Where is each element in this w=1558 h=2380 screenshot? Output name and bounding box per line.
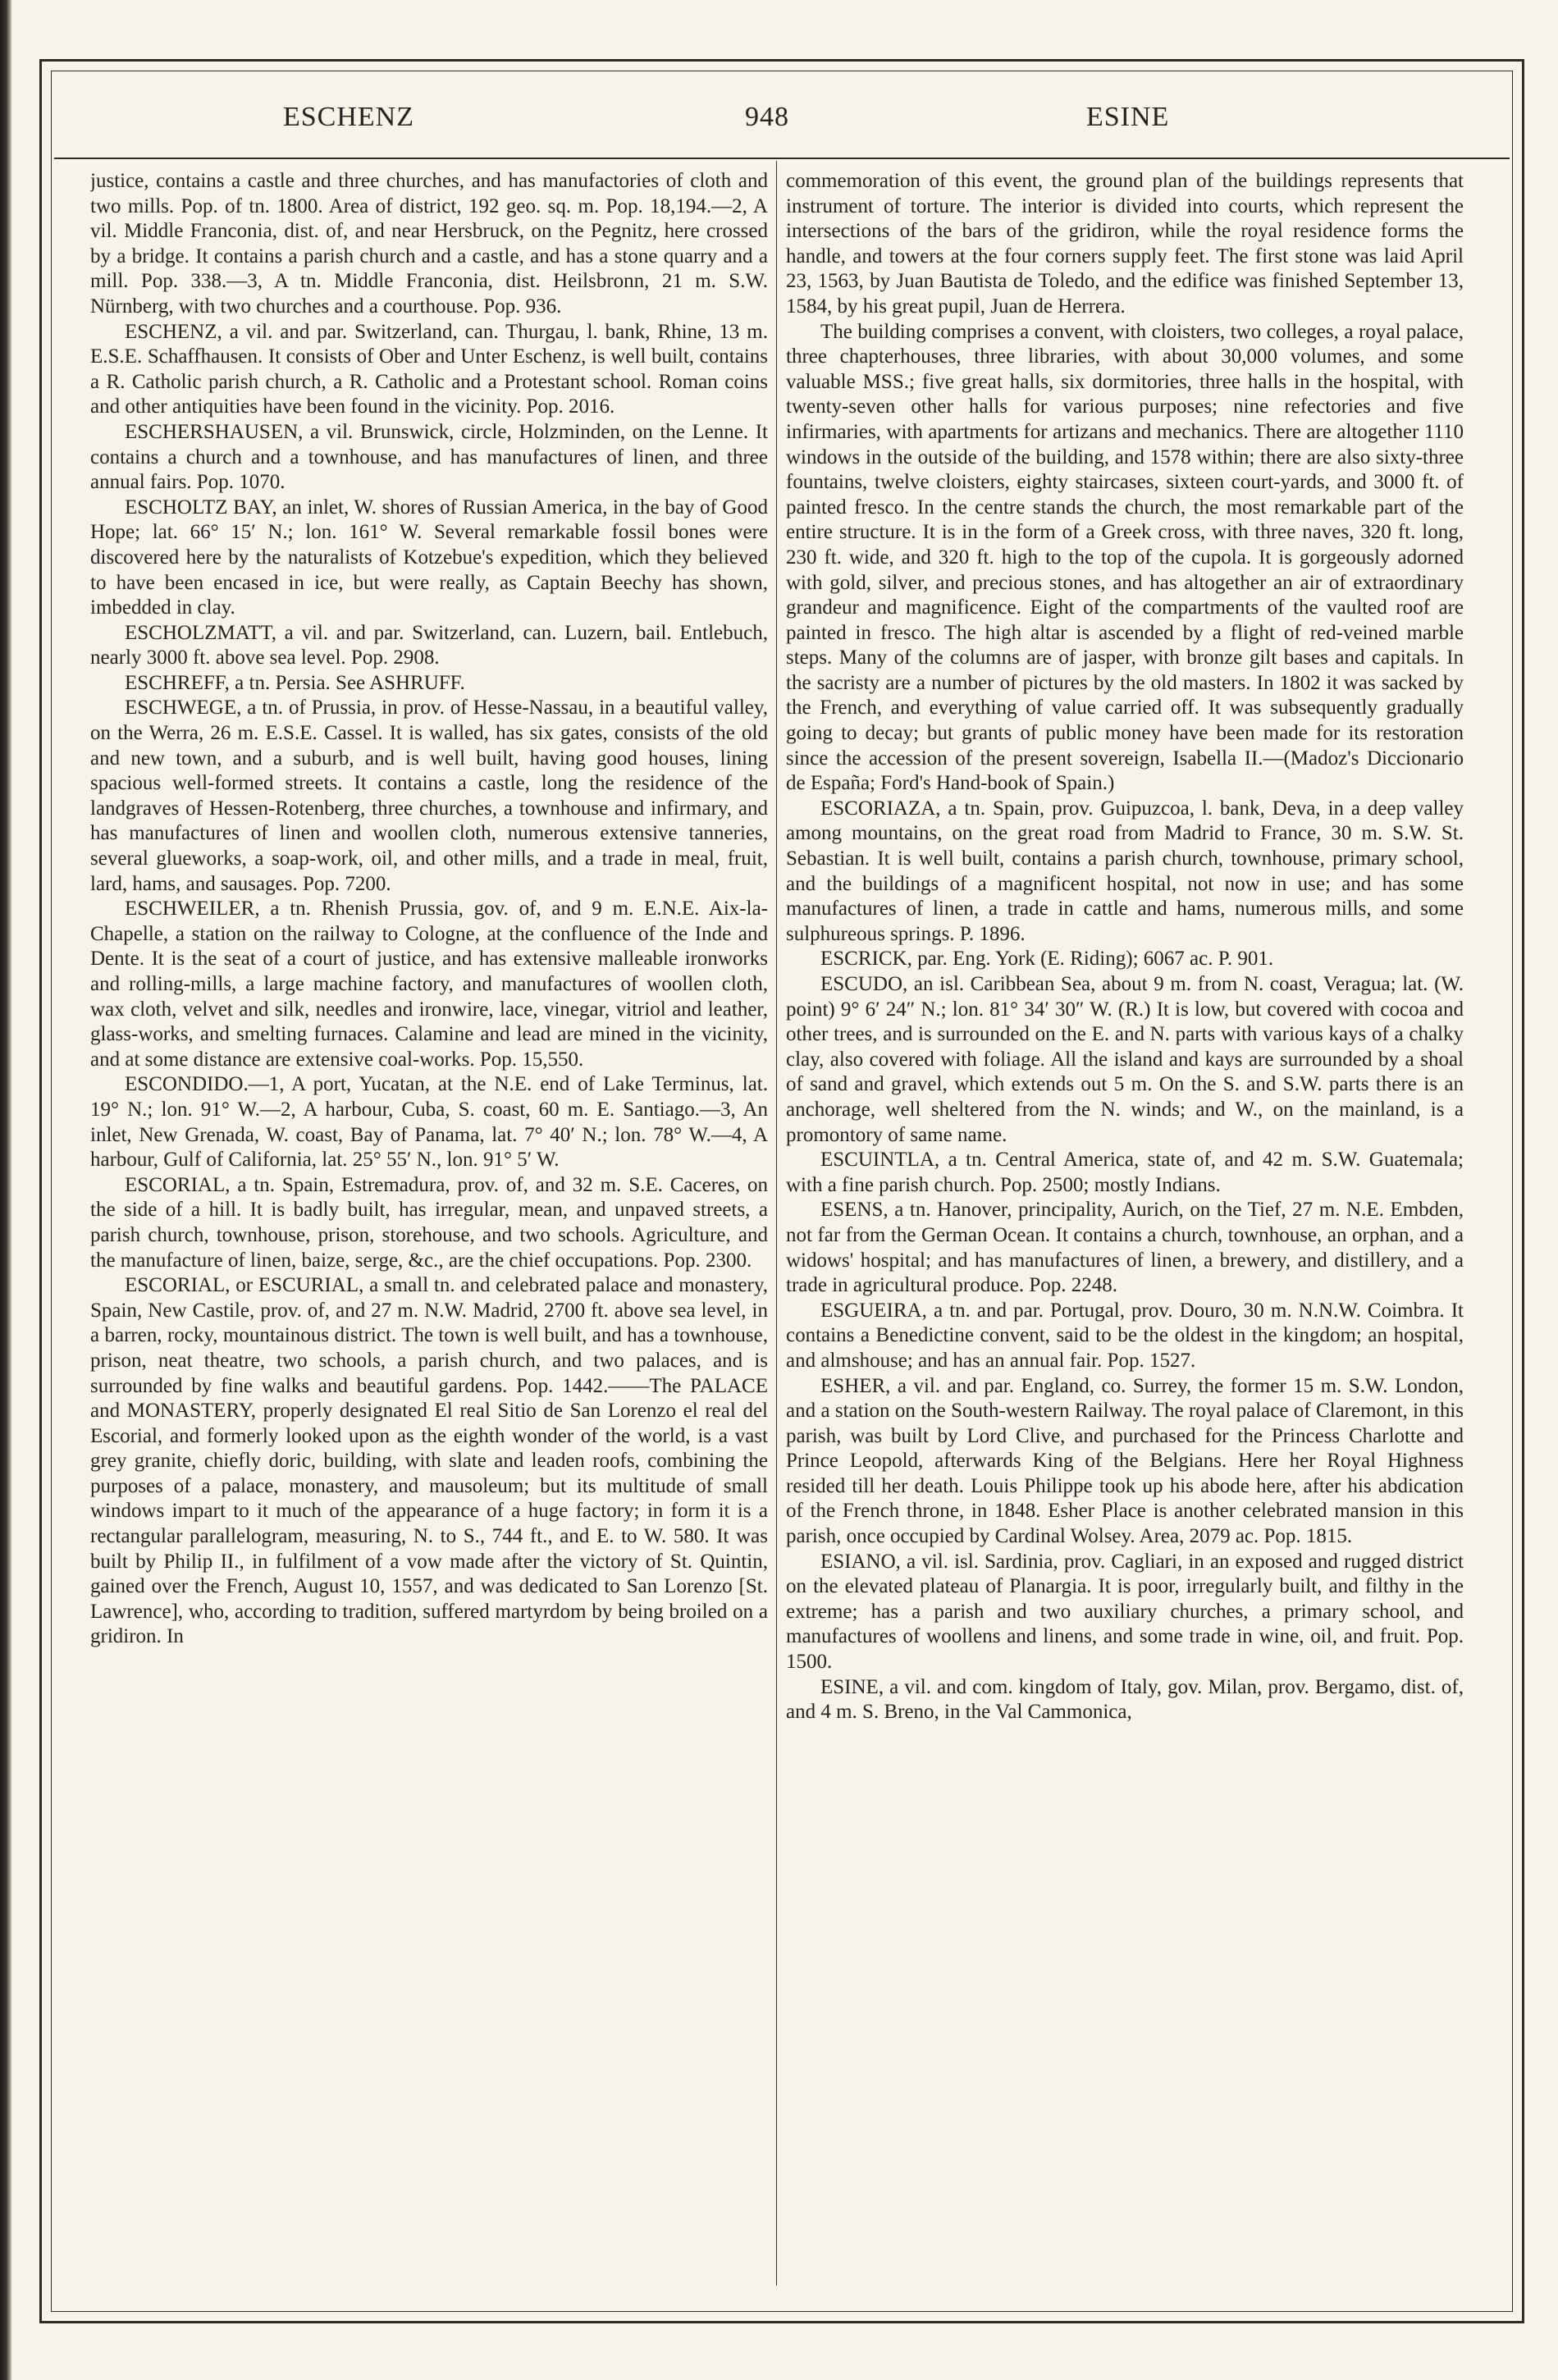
gazetteer-entry: ESCHOLZMATT, a vil. and par. Switzerland, can. Luzern, bail. Entlebuch, nearly 3000 ft. above sea level. Pop. 2908. <box>90 621 768 669</box>
gazetteer-entry: ESCORIAL, a tn. Spain, Estremadura, prov. of, and 32 m. S.E. Caceres, on the side of a hill. It is badly built, has irregular, mean, and unpaved streets, a parish church, townhouse, prison, storehouse, and two schools. Agriculture, and the manufacture of linen, baize, serge, &c., are the chief occupations. Pop. 2300. <box>90 1173 768 1272</box>
header-rule <box>54 158 1510 159</box>
gazetteer-entry: ESGUEIRA, a tn. and par. Portugal, prov. Douro, 30 m. N.N.W. Coimbra. It contains a Benedictine convent, said to be the oldest in the kingdom; an hospital, and almshouse; and has an annual fair. Pop. 1527. <box>786 1299 1464 1372</box>
continued-paragraph: justice, contains a castle and three churches, and has manufactories of cloth and two mills. Pop. of tn. 1800. Area of district, 192 geo. sq. m. Pop. 18,194.—2, A vil. Middle Franconia, dist. of, and near Hersbruck, on the Pegnitz, here crossed by a bridge. It contains a parish church and a castle, and has a stone quarry and a mill. Pop. 338.—3, A tn. Middle Franconia, dist. Heilsbronn, 21 m. S.W. Nürnberg, with two churches and a courthouse. Pop. 936. <box>90 170 768 317</box>
running-header <box>51 90 1513 148</box>
gazetteer-entry: The building comprises a convent, with cloisters, two colleges, a royal palace, three chapterhouses, three libraries, with about 30,000 volumes, and some valuable MSS.; five great halls, six dormitories, three halls in the hospital, with twenty-seven other halls for various purposes; nine refectories and five infirmaries, with apartments for artizans and mechanics. There are altogether 1110 windows in the outside of the building, and 1578 within; there are also sixty-three fountains, twelve cloisters, eighty staircases, sixteen court-yards, and 3000 ft. of painted fresco. In the centre stands the church, the most remarkable part of the entire structure. It is in the form of a Greek cross, with three naves, 320 ft. long, 230 ft. wide, and 320 ft. high to the top of the cupola. It is gorgeously adorned with gold, silver, and precious stones, and has altogether an air of extraordinary grandeur and magnificence. Eight of the compartments of the vaulted roof are painted in fresco. The high altar is ascended by a flight of red-veined marble steps. Many of the columns are of jasper, with bronze gilt bases and capitals. In the sacristy are a number of pictures by the old masters. In 1802 it was sacked by the French, and everything of value carried off. It was subsequently gradually going to decay; but grants of public money have been made for its restoration since the accession of the present sovereign, Isabella II.—(Madoz's Diccionario de España; Ford's Hand-book of Spain.) <box>786 320 1464 795</box>
gazetteer-entry: ESHER, a vil. and par. England, co. Surrey, the former 15 m. S.W. London, and a station on the South-western Railway. The royal palace of Claremont, in this parish, was built by Lord Clive, and purchased for the Princess Charlotte and Prince Leopold, afterwards King of the Belgians. Here her Royal Highness resided till her death. Louis Philippe took up his abode here, after his abdication of the French throne, in 1848. Esher Place is another celebrated mansion in this parish, once occupied by Cardinal Wolsey. Area, 2079 ac. Pop. 1815. <box>786 1374 1464 1548</box>
left-column <box>90 169 768 2269</box>
gazetteer-entry: ESCORIAL, or ESCURIAL, a small tn. and celebrated palace and monastery, Spain, New Castile, prov. of, and 27 m. N.W. Madrid, 2700 ft. above sea level, in a barren, rocky, mountainous district. The town is well built, and has a townhouse, prison, neat theatre, two schools, a parish church, and two palaces, and is surrounded by fine walks and beautiful gardens. Pop. 1442.——The PALACE and MONASTERY, properly designated El real Sitio de San Lorenzo el real del Escorial, and formerly looked upon as the eighth wonder of the world, is a vast grey granite, chiefly doric, building, with slate and leaden roofs, combining the purposes of a palace, monastery, and mausoleum; but its multitude of small windows impart to it much of the appearance of a huge factory; in form it is a rectangular parallelogram, measuring, N. to S., 744 ft., and E. to W. 580. It was built by Philip II., in fulfilment of a vow made after the victory of St. Quintin, gained over the French, August 10, 1557, and was dedicated to San Lorenzo [St. Lawrence], who, according to tradition, suffered martyrdom by being broiled on a gridiron. In <box>90 1274 768 1648</box>
gazetteer-entry: ESCHOLTZ BAY, an inlet, W. shores of Russian America, in the bay of Good Hope; lat. 66° 15′ N.; lon. 161° W. Several remarkable fossil bones were discovered here by the naturalists of Kotzebue's expedition, which they believed to have been encased in ice, but were really, as Captain Beechy has shown, imbedded in clay. <box>90 496 768 619</box>
scan-edge <box>0 0 11 2380</box>
header-right-word: ESINE <box>1086 102 1170 132</box>
gazetteer-entry: ESCHWEILER, a tn. Rhenish Prussia, gov. of, and 9 m. E.N.E. Aix-la-Chapelle, a station on the railway to Cologne, at the confluence of the Inde and Dente. It is the seat of a court of justice, and has extensive malleable ironworks and rolling-mills, a large machine factory, and manufactures of woollen cloth, wax cloth, velvet and silk, needles and ironwire, lace, vinegar, vitriol and leather, glass-works, and smelting furnaces. Calamine and lead are mined in the vicinity, and at some distance are extensive coal-works. Pop. 15,550. <box>90 898 768 1071</box>
continued-paragraph: commemoration of this event, the ground plan of the buildings represents that instrument of torture. The interior is divided into courts, which represent the intersections of the bars of the gridiron, while the royal residence forms the handle, and towers at the four corners supply feet. The first stone was laid April 23, 1563, by Juan Bautista de Toledo, and the edifice was finished September 13, 1584, by his great pupil, Juan de Herrera. <box>786 170 1464 317</box>
header-left-word: ESCHENZ <box>283 102 414 132</box>
gazetteer-entry: ESCHERSHAUSEN, a vil. Brunswick, circle, Holzminden, on the Lenne. It contains a church and a townhouse, and has manufactures of linen, and three annual fairs. Pop. 1070. <box>90 420 768 494</box>
gazetteer-entry: ESIANO, a vil. isl. Sardinia, prov. Cagliari, in an exposed and rugged district on the elevated plateau of Planargia. It is poor, irregularly built, and filthy in the extreme; has a parish and two auxiliary churches, a primary school, and manufactures of woollens and linens, and some trade in wine, oil, and fruit. Pop. 1500. <box>786 1550 1464 1674</box>
gazetteer-entry: ESCONDIDO.—1, A port, Yucatan, at the N.E. end of Lake Terminus, lat. 19° N.; lon. 91° W.—2, A harbour, Cuba, S. coast, 60 m. E. Santiago.—3, An inlet, New Grenada, W. coast, Bay of Panama, lat. 7° 40′ N.; lon. 78° W.—4, A harbour, Gulf of California, lat. 25° 55′ N., lon. 91° 5′ W. <box>90 1073 768 1172</box>
right-column <box>786 169 1464 2269</box>
gazetteer-entry: ESCUINTLA, a tn. Central America, state of, and 42 m. S.W. Guatemala; with a fine parish church. Pop. 2500; mostly Indians. <box>786 1149 1464 1196</box>
column-divider <box>776 161 777 2286</box>
gazetteer-entry: ESCRICK, par. Eng. York (E. Riding); 6067 ac. P. 901. <box>820 948 1274 971</box>
gazetteer-entry: ESCHENZ, a vil. and par. Switzerland, can. Thurgau, l. bank, Rhine, 13 m. E.S.E. Schaffhausen. It consists of Ober and Unter Eschenz, is well built, contains a R. Catholic parish church, a R. Catholic and a Protestant school. Roman coins and other antiquities have been found in the vicinity. Pop. 2016. <box>90 320 768 418</box>
gazetteer-entry: ESCHWEGE, a tn. of Prussia, in prov. of Hesse-Nassau, in a beautiful valley, on the Werra, 26 m. E.S.E. Cassel. It is walled, has six gates, consists of the old and new town, and a suburb, and is well built, having good houses, lining spacious well-formed streets. It contains a castle, long the residence of the landgraves of Hessen-Rotenberg, three churches, a townhouse and infirmary, and has manufactures of linen and woollen cloth, numerous extensive tanneries, several glueworks, a soap-work, oil, and other mills, and a trade in meal, fruit, lard, hams, and sausages. Pop. 7200. <box>90 697 768 895</box>
gazetteer-entry: ESCORIAZA, a tn. Spain, prov. Guipuzcoa, l. bank, Deva, in a deep valley among mountains, on the great road from Madrid to France, 30 m. S.W. St. Sebastian. It is well built, contains a parish church, townhouse, primary school, and the buildings of a magnificent hospital, not now in use; and has some manufactures of linen, a trade in cattle and hams, numerous mills, and some sulphureous springs. P. 1896. <box>786 797 1464 945</box>
page-number: 948 <box>745 102 789 132</box>
gazetteer-entry: ESCHREFF, a tn. Persia. See ASHRUFF. <box>125 671 465 694</box>
gazetteer-entry: ESENS, a tn. Hanover, principality, Aurich, on the Tief, 27 m. N.E. Embden, not far from the German Ocean. It contains a church, townhouse, an orphan, and a widows' hospital; and has manufactures of linen, a brewery, and distillery, and a trade in agricultural produce. Pop. 2248. <box>786 1199 1464 1297</box>
gazetteer-entry: ESINE, a vil. and com. kingdom of Italy, gov. Milan, prov. Bergamo, dist. of, and 4 m. S. Breno, in the Val Cammonica, <box>786 1675 1464 1724</box>
gazetteer-entry: ESCUDO, an isl. Caribbean Sea, about 9 m. from N. coast, Veragua; lat. (W. point) 9° 6′ 24″ N.; lon. 81° 34′ 30″ W. (R.) It is low, but covered with cocoa and other trees, and is surrounded on the E. and N. parts with various kays of a chalky clay, also covered with foliage. All the island and kays are surrounded by a shoal of sand and gravel, which extends out 5 m. On the S. and S.W. parts there is an anchorage, well sheltered from the N. winds; and W., on the mainland, is a promontory of same name. <box>786 973 1464 1146</box>
